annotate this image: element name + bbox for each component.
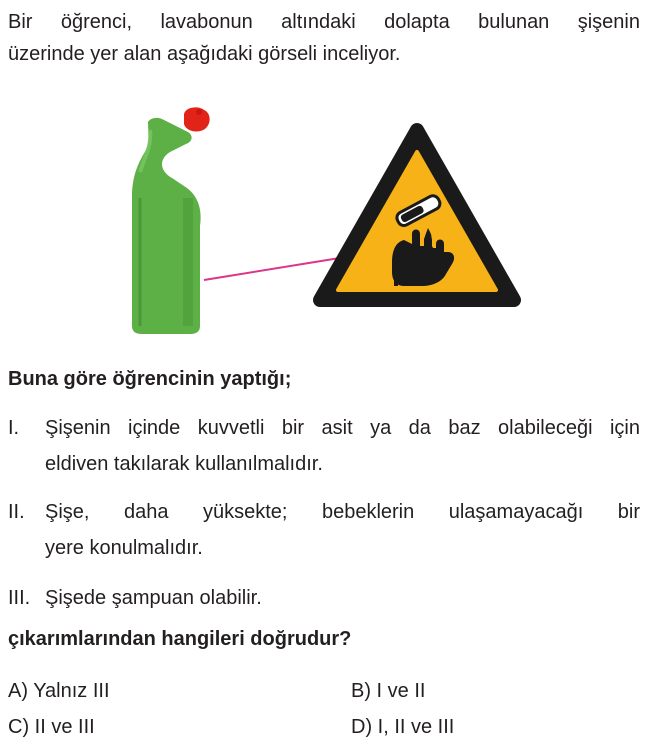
corrosive-hazard-icon — [320, 130, 514, 300]
intro-line-2: üzerinde yer alan aşağıdaki görseli inceliyor. — [8, 43, 401, 65]
statement-number: III. — [8, 587, 31, 609]
statement-line: Şişe, daha yüksekte; bebeklerin ulaşamayacağı bir — [45, 501, 640, 523]
option-b[interactable]: B) I ve II — [351, 680, 426, 702]
option-c[interactable]: C) II ve III — [8, 716, 95, 738]
statement-number: II. — [8, 501, 25, 523]
intro-line-1: Bir öğrenci, lavabonun altındaki dolapta bulunan şişenin — [8, 11, 640, 33]
question-text: çıkarımlarından hangileri doğrudur? — [8, 628, 352, 650]
figure — [0, 100, 647, 340]
statement-line: yere konulmalıdır. — [45, 537, 203, 559]
cleaning-bottle-icon — [132, 107, 210, 334]
question-stem: Buna göre öğrencinin yaptığı; — [8, 368, 292, 390]
statement-line: eldiven takılarak kullanılmalıdır. — [45, 453, 323, 475]
option-d[interactable]: D) I, II ve III — [351, 716, 455, 738]
statement-number: I. — [8, 417, 20, 439]
statement-line: Şişede şampuan olabilir. — [45, 587, 262, 609]
option-a[interactable]: A) Yalnız III — [8, 680, 110, 702]
intro-text — [8, 6, 640, 70]
statement-line: Şişenin içinde kuvvetli bir asit ya da baz olabileceği için — [45, 417, 640, 439]
